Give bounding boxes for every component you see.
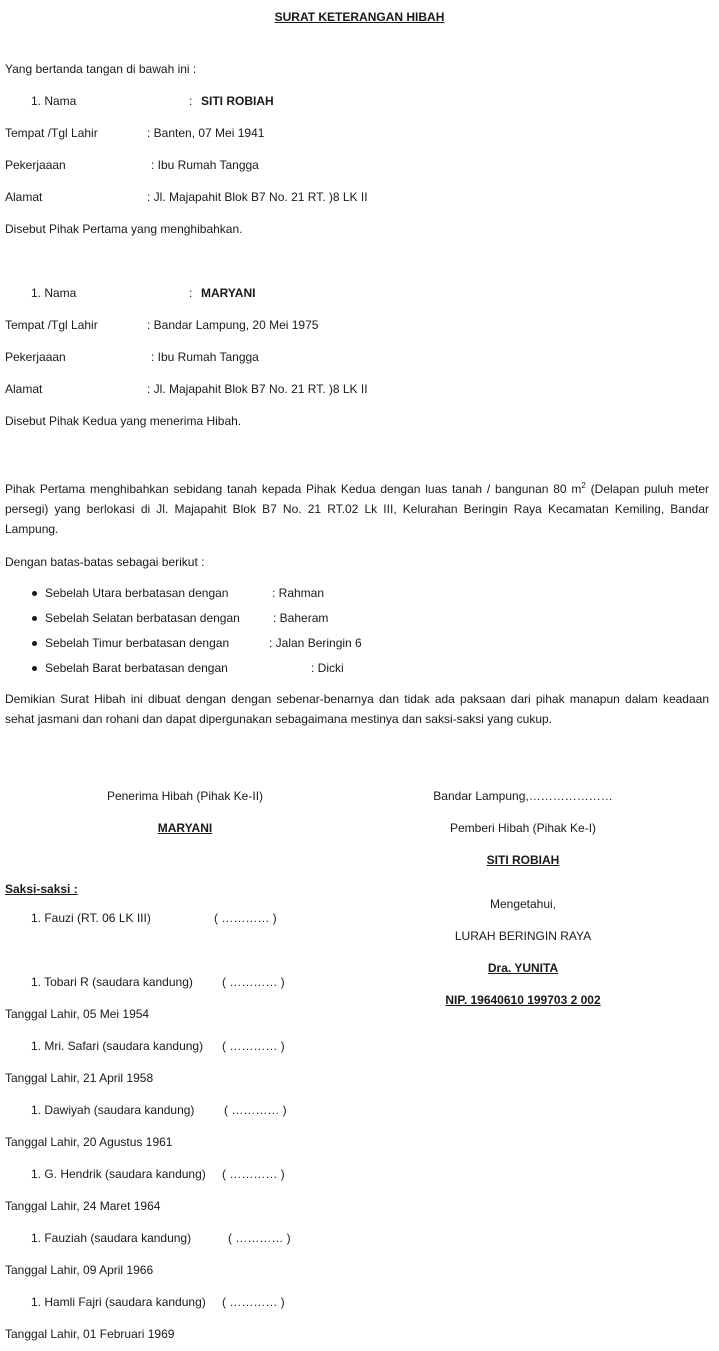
first-party-caption: Disebut Pihak Pertama yang menghibahkan.	[5, 222, 243, 236]
second-party-job-value: : Ibu Rumah Tangga	[151, 350, 259, 364]
witness-name: 1. Tobari R (saudara kandung)	[31, 975, 193, 989]
witnesses-title: Saksi-saksi :	[5, 882, 78, 896]
first-party-address-value: : Jl. Majapahit Blok B7 No. 21 RT. )8 LK II	[147, 190, 368, 204]
first-party-birth-value: : Banten, 07 Mei 1941	[147, 126, 265, 140]
grant-text-after: (Delapan puluh meter persegi) yang berlokasi di Jl. Majapahit Blok B7 No. 21 RT.02 Lk III, Kelurahan Beringin Raya Kecamatan Kemiling, Bandar Lampung.	[5, 482, 710, 536]
recipient-name: MARYANI	[157, 821, 213, 835]
intro-text: Yang bertanda tangan di bawah ini :	[5, 62, 197, 76]
witness-signature-placeholder: ( ………… )	[224, 1103, 287, 1117]
second-party-address-label: Alamat	[5, 382, 43, 396]
witness-birth-date: Tanggal Lahir, 05 Mei 1954	[5, 1007, 150, 1021]
boundary-north-label: Sebelah Utara berbatasan dengan	[45, 586, 229, 600]
bullet-icon	[32, 641, 37, 646]
boundary-south-label: Sebelah Selatan berbatasan dengan	[45, 611, 240, 625]
place-date: Bandar Lampung,…………………	[433, 789, 613, 803]
grant-paragraph	[5, 479, 709, 539]
second-party-job-label: Pekerjaaan	[5, 350, 66, 364]
village-head-nip: NIP. 19640610 199703 2 002	[445, 993, 601, 1007]
document-title: SURAT KETERANGAN HIBAH	[274, 10, 445, 24]
second-party-address-value: : Jl. Majapahit Blok B7 No. 21 RT. )8 LK II	[147, 382, 368, 396]
first-party-name-label: 1. Nama	[31, 94, 77, 108]
witness-name: 1. G. Hendrik (saudara kandung)	[31, 1167, 206, 1181]
first-party-job-label: Pekerjaaan	[5, 158, 66, 172]
witness-birth-date: Tanggal Lahir, 01 Februari 1969	[5, 1327, 175, 1341]
acknowledged-label: Mengetahui,	[489, 897, 557, 911]
boundary-west-label: Sebelah Barat berbatasan dengan	[45, 661, 228, 675]
witness-signature-placeholder: ( ………… )	[228, 1231, 291, 1245]
first-party-name-separator: :	[189, 94, 193, 108]
boundary-east-label: Sebelah Timur berbatasan dengan	[45, 636, 230, 650]
witness-signature-placeholder: ( ………… )	[222, 1295, 285, 1309]
village-head-office: LURAH BERINGIN RAYA	[454, 929, 592, 943]
second-party-name-value: MARYANI	[201, 286, 256, 300]
second-party-name-label: 1. Nama	[31, 286, 77, 300]
second-party-birth-label: Tempat /Tgl Lahir	[5, 318, 98, 332]
witness-birth-date: Tanggal Lahir, 21 April 1958	[5, 1071, 154, 1085]
witness-name: 1. Dawiyah (saudara kandung)	[31, 1103, 195, 1117]
witness-name: 1. Hamli Fajri (saudara kandung)	[31, 1295, 206, 1309]
second-party-name-separator: :	[189, 286, 193, 300]
first-party-birth-label: Tempat /Tgl Lahir	[5, 126, 98, 140]
witness-birth-date: Tanggal Lahir, 20 Agustus 1961	[5, 1135, 173, 1149]
closing-paragraph: Demikian Surat Hibah ini dibuat dengan dengan sebenar-benarnya dan tidak ada paksaan dari pihak manapun dalam keadaan sehat jasmani dan rohani dan dapat dipergunakan sebagaimana mestinya dan saksi-saksi yang cukup.	[5, 692, 709, 726]
giver-role: Pemberi Hibah (Pihak Ke-I)	[449, 821, 597, 835]
second-party-caption: Disebut Pihak Kedua yang menerima Hibah.	[5, 414, 242, 428]
giver-name: SITI ROBIAH	[486, 853, 560, 867]
bullet-icon	[32, 616, 37, 621]
first-party-job-value: : Ibu Rumah Tangga	[151, 158, 259, 172]
bullet-icon	[32, 591, 37, 596]
witness-birth-date: Tanggal Lahir, 24 Maret 1964	[5, 1199, 161, 1213]
witness-name: 1. Fauziah (saudara kandung)	[31, 1231, 192, 1245]
boundary-west-value: : Dicki	[311, 661, 344, 675]
recipient-role: Penerima Hibah (Pihak Ke-II)	[106, 789, 264, 803]
witness-signature-placeholder: ( ………… )	[222, 975, 285, 989]
first-party-address-label: Alamat	[5, 190, 43, 204]
witness-name: 1. Mri. Safari (saudara kandung)	[31, 1039, 204, 1053]
grant-text-before: Pihak Pertama menghibahkan sebidang tanah kepada Pihak Kedua dengan luas tanah / bangunan 80 m	[5, 482, 582, 496]
second-party-birth-value: : Bandar Lampung, 20 Mei 1975	[147, 318, 319, 332]
village-head-name: Dra. YUNITA	[487, 961, 559, 975]
witness-birth-date: Tanggal Lahir, 09 April 1966	[5, 1263, 154, 1277]
witness-signature-placeholder: ( ………… )	[222, 1167, 285, 1181]
bullet-icon	[32, 666, 37, 671]
grant-area-superscript: 2	[581, 481, 586, 490]
first-party-name-value: SITI ROBIAH	[201, 94, 274, 108]
witness-name: 1. Fauzi (RT. 06 LK III)	[31, 911, 151, 925]
witness-signature-placeholder: ( ………… )	[222, 1039, 285, 1053]
boundary-east-value: : Jalan Beringin 6	[269, 636, 362, 650]
boundary-south-value: : Baheram	[273, 611, 329, 625]
witness-signature-placeholder: ( ………… )	[214, 911, 277, 925]
boundaries-intro: Dengan batas-batas sebagai berikut :	[5, 555, 205, 569]
boundary-north-value: : Rahman	[272, 586, 325, 600]
